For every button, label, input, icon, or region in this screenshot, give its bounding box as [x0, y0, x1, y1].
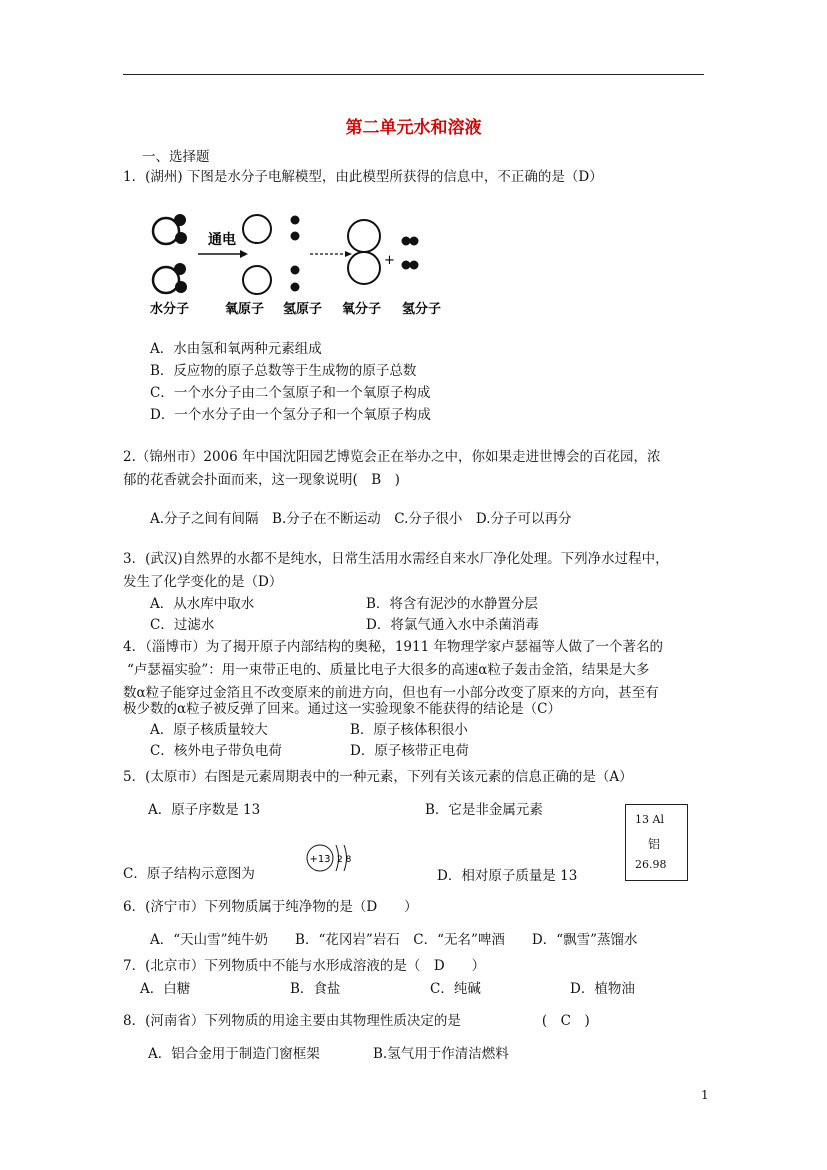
- q4-option-a: A．原子核质量较大: [150, 722, 268, 738]
- q1-option-d: D．一个水分子由一个氢分子和一个氧原子构成: [150, 407, 431, 423]
- element-mass: 26.98: [635, 858, 667, 871]
- atom-structure-diagram: [303, 842, 363, 876]
- label-water-molecule: 水分子: [150, 302, 190, 317]
- section-heading: 一、选择题: [142, 149, 210, 165]
- q4-line-2: “卢瑟福实验”：用一束带正电的、质量比电子大很多的高速α粒子轰击金箔，结果是大多: [127, 662, 650, 678]
- label-oxygen-molecule: 氧分子: [342, 302, 382, 317]
- h-atom: [291, 216, 300, 225]
- q4-line-1: 4．（淄博市）为了揭开原子内部结构的奥秘，1911 年物理学家卢瑟福等人做了一个著名的: [123, 639, 663, 655]
- header-rule: [123, 74, 704, 75]
- h-molecule-dot: [402, 261, 411, 270]
- q7-option-a: A．白糖: [140, 981, 191, 997]
- page-number: 1: [701, 1088, 709, 1102]
- arrow-label: 通电: [208, 232, 236, 248]
- element-name: 铝: [648, 837, 661, 851]
- q7-option-c: C．纯碱: [430, 981, 481, 997]
- q7-stem: 7．(北京市）下列物质中不能与水形成溶液的是（ D ）: [123, 958, 486, 974]
- q4-option-d: D．原子核带正电荷: [350, 743, 469, 759]
- q2-line-2: 郁的花香就会扑面而来，这一现象说明( B ): [123, 472, 400, 488]
- arrow-head: [240, 250, 248, 258]
- o-atom: [243, 215, 271, 243]
- h-molecule-dot: [402, 237, 411, 246]
- water-h-dot: [175, 281, 187, 293]
- arrow-head-2: [345, 251, 352, 257]
- h-molecule-dot: [410, 261, 419, 270]
- q4-line-4: 极少数的α粒子被反弹了回来。通过这一实验现象不能获得的结论是（C）: [123, 701, 561, 717]
- plus-sign: +: [384, 253, 395, 268]
- q5-stem: 5．(太原市）右图是元素周期表中的一种元素，下列有关该元素的信息正确的是（A）: [123, 769, 633, 785]
- nucleus-charge: +13: [309, 854, 331, 865]
- h-atom: [291, 266, 300, 275]
- q4-option-b: B．原子核体积很小: [350, 722, 468, 738]
- q7-option-b: B．食盐: [290, 981, 341, 997]
- q6-stem: 6．(济宁市）下列物质属于纯净物的是（D ）: [123, 899, 418, 915]
- q4-option-c: C．核外电子带负电荷: [150, 743, 282, 759]
- h-molecule-dot: [410, 237, 419, 246]
- q6-options: A．“天山雪”纯牛奶 B．“花冈岩”岩石 C．“无名”啤酒 D．“飘雪”蒸馏水: [150, 932, 638, 948]
- water-h-dot: [174, 263, 186, 275]
- o-molecule-circle: [348, 252, 380, 284]
- o-atom: [243, 266, 271, 294]
- q5-option-a: A．原子序数是 13: [148, 802, 261, 818]
- q3-option-d: D．将氯气通入水中杀菌消毒: [366, 617, 539, 633]
- q3-option-c: C．过滤水: [150, 617, 215, 633]
- electrolysis-diagram: [140, 196, 460, 326]
- q1-option-b: B．反应物的原子总数等于生成物的原子总数: [150, 363, 417, 379]
- q8-stem: 8．(河南省）下列物质的用途主要由其物理性质决定的是 ( C ): [123, 1013, 590, 1029]
- page-title: 第二单元水和溶液: [345, 118, 482, 138]
- element-number-symbol: 13 Al: [635, 813, 664, 826]
- h-atom: [291, 232, 300, 241]
- q8-option-a: A．铝合金用于制造门窗框架: [148, 1046, 320, 1062]
- q4-line-3: 数α粒子能穿过金箔且不改变原来的前进方向，但也有一小部分改变了原来的方向，甚至有: [123, 685, 659, 701]
- q8-option-b: B.氢气用于作清洁燃料: [373, 1046, 509, 1062]
- o-molecule-circle: [348, 220, 380, 252]
- q3-option-b: B．将含有泥沙的水静置分层: [366, 596, 538, 612]
- q3-line-1: 3．(武汉)自然界的水都不是纯水，日常生活用水需经自来水厂净化处理。下列净水过程中，: [123, 551, 669, 567]
- label-hydrogen-atom: 氢原子: [283, 302, 323, 317]
- q2-line-1: 2.（锦州市）2006 年中国沈阳园艺博览会正在举办之中，你如果走进世博会的百花园，浓: [123, 449, 661, 465]
- q3-option-a: A．从水库中取水: [150, 596, 255, 612]
- q2-options: A.分子之间有间隔 B.分子在不断运动 C.分子很小 D.分子可以再分: [150, 511, 572, 527]
- q3-line-2: 发生了化学变化的是（D）: [123, 574, 283, 590]
- label-hydrogen-molecule: 氢分子: [402, 302, 442, 317]
- q5-option-d: D．相对原子质量是 13: [437, 868, 578, 884]
- periodic-element-box: [625, 804, 688, 881]
- q1-stem: 1．(湖州) 下图是水分子电解模型，由此模型所获得的信息中，不正确的是（D）: [123, 169, 603, 185]
- q1-option-a: A．水由氢和氧两种元素组成: [150, 341, 322, 357]
- q1-option-c: C．一个水分子由二个氢原子和一个氧原子构成: [150, 385, 431, 401]
- electron-shell-counts: 2 8: [337, 855, 352, 865]
- q5-option-c: C．原子结构示意图为: [123, 866, 255, 882]
- water-h-dot: [175, 232, 187, 244]
- water-h-dot: [174, 214, 186, 226]
- q7-option-d: D．植物油: [570, 981, 635, 997]
- label-oxygen-atom: 氧原子: [225, 302, 265, 317]
- q5-option-b: B．它是非金属元素: [425, 802, 543, 818]
- h-atom: [291, 283, 300, 292]
